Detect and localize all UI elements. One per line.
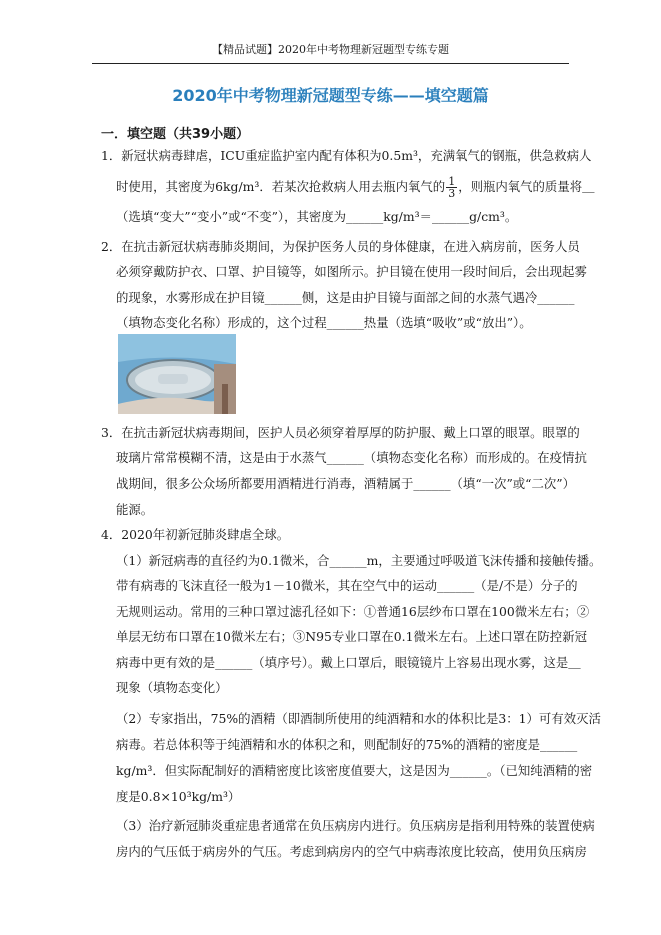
page-header: 【精品试题】2020年中考物理新冠题型专练专题 [92, 37, 569, 64]
section-heading: 一．填空题（共39小题） [101, 127, 250, 142]
fraction-denominator: 3 [448, 187, 456, 200]
q4-p1-line-5: 病毒中更有效的是______（填序号）。戴上口罩后，眼镜镜片上容易出现水雾，这是＿ [116, 655, 581, 670]
q1-line-2-tail: ，则瓶内氧气的质量将＿ [458, 179, 595, 194]
q3-line-2: 玻璃片常常模糊不清，这是由于水蒸气______（填物态变化名称）而形成的。在疫情抗 [116, 450, 587, 465]
q1-line-2 [116, 176, 595, 199]
medical-worker-goggles-image [118, 334, 236, 414]
q3-line-4: 能源。 [116, 502, 154, 517]
q4-p3-line-1: （3）治疗新冠肺炎重症患者通常在负压病房内进行。负压病房是指利用特殊的装置使病 [116, 818, 595, 833]
q4-p1-line-6: 现象（填物态变化） [116, 680, 228, 695]
q3-line-1: 3．在抗击新冠状病毒期间，医护人员必须穿着厚厚的防护服、戴上口罩的眼罩。眼罩的 [101, 425, 580, 440]
q2-line-4: （填物态变化名称）形成的，这个过程______热量（选填“吸收”或“放出”）。 [116, 315, 532, 330]
page-title: 2020年中考物理新冠题型专练——填空题篇 [172, 86, 489, 105]
q4-p3-line-2: 房内的气压低于病房外的气压。考虑到病房内的空气中病毒浓度比较高，使用负压病房 [116, 844, 587, 859]
goggles-photo [118, 334, 236, 414]
q4-p1-line-4: 单层无纺布口罩在10微米左右；③N95专业口罩在0.1微米左右。上述口罩在防控新冠 [116, 629, 587, 644]
q4-p2-line-3: kg/m³．但实际配制好的酒精密度比该密度值要大，这是因为______。（已知纯酒精的密 [116, 763, 593, 778]
fraction-numerator: 1 [448, 175, 456, 188]
q4-line-0: 4．2020年初新冠肺炎肆虐全球。 [101, 527, 290, 542]
q2-line-1: 2．在抗击新冠状病毒肺炎期间，为保护医务人员的身体健康，在进入病房前，医务人员 [101, 239, 580, 254]
fraction [446, 176, 457, 199]
q4-p2-line-1: （2）专家指出，75%的酒精（即酒制所使用的纯酒精和水的体积比是3：1）可有效灭活 [116, 711, 601, 726]
q1-line-2-text: 时使用，其密度为6kg/m³．若某次抢救病人用去瓶内氧气的 [116, 179, 446, 194]
q1-line-3: （选填“变大”“变小”或“不变”），其密度为______kg/m³＝______g/cm³。 [116, 209, 518, 224]
q4-p1-line-2: 带有病毒的飞沫直径一般为1－10微米，其在空气中的运动______（是/不是）分子的 [116, 578, 578, 593]
q2-line-3: 的现象，水雾形成在护目镜______侧，这是由护目镜与面部之间的水蒸气遇冷______ [116, 290, 575, 305]
q4-p1-line-3: 无规则运动。常用的三种口罩过滤孔径如下：①普通16层纱布口罩在100微米左右；② [116, 604, 590, 619]
q2-line-2: 必须穿戴防护衣、口罩、护目镜等，如图所示。护目镜在使用一段时间后，会出现起雾 [116, 264, 587, 279]
q1-line-1: 1．新冠状病毒肆虐，ICU重症监护室内配有体积为0.5m³，充满氧气的钢瓶，供急救病人 [101, 148, 592, 163]
q3-line-3: 战期间，很多公众场所都要用酒精进行消毒，酒精属于______（填“一次”或“二次”） [116, 476, 576, 491]
q4-p1-line-1: （1）新冠病毒的直径约为0.1微米，合______m，主要通过呼吸道飞沫传播和接触传播。 [116, 553, 602, 568]
q4-p2-line-2: 病毒。若总体积等于纯酒精和水的体积之和，则配制好的75%的酒精的密度是______ [116, 737, 578, 752]
q4-p2-line-4: 度是0.8×10³kg/m³） [116, 789, 241, 804]
